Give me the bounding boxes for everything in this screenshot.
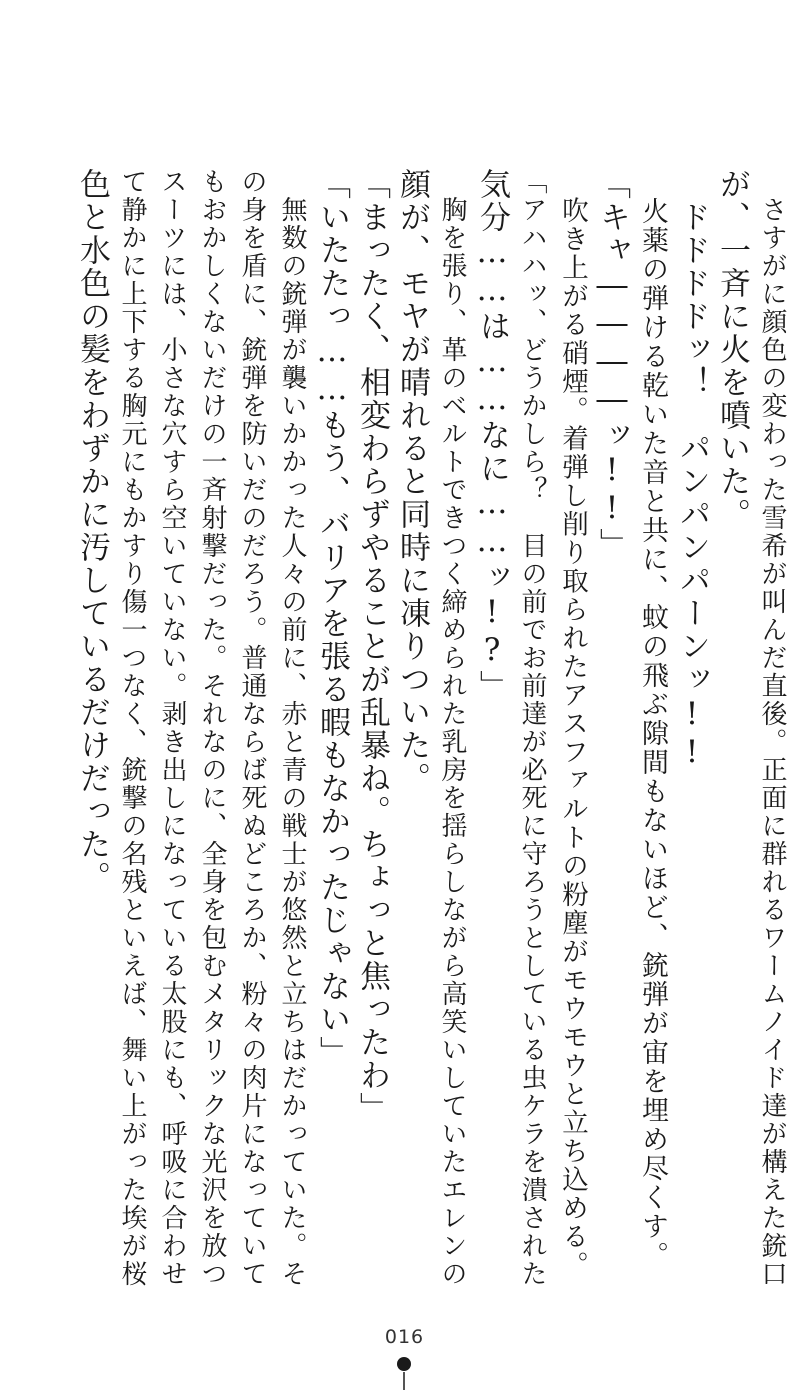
page-number: 016 [384, 1326, 425, 1348]
text-column: 気分……は……なに……ッ!?」 [474, 168, 510, 703]
page-marker-tick [403, 1372, 405, 1390]
text-column: 顔が、モヤが晴れると同時に凍りついた。 [394, 168, 430, 795]
text-column: 色と水色の髪をわずかに汚しているだけだった。 [74, 168, 110, 894]
text-column: 吹き上がる硝煙。着弾し削り取られたアスファルトの粉塵がモウモウと立ち込める。 [557, 168, 588, 1280]
text-column: の身を盾に、銃弾を防いだのだろう。普通ならば死ぬどころか、粉々の肉片になっていて [237, 168, 267, 1288]
text-column: 「いたたっ……もう、バリアを張る暇もなかったじゃない」 [314, 168, 350, 1069]
text-column: ドドドドッ！ パンパンパーンッ!! [674, 168, 710, 772]
text-column: さすがに顔色の変わった雪希が叫んだ直後。正面に群れるワームノイド達が構えた銃口 [757, 168, 787, 1288]
text-column: 火薬の弾ける乾いた音と共に、蚊の飛ぶ隙間もないほど、銃弾が宙を埋め尽くす。 [637, 168, 668, 1270]
text-column: が、一斉に火を噴いた。 [714, 168, 750, 531]
text-column: 無数の銃弾が襲いかかった人々の前に、赤と青の戦士が悠然と立ちはだかっていた。そ [277, 168, 307, 1288]
text-column: 胸を張り、革のベルトできつく締められた乳房を揺らしながら高笑いしていたエレンの [437, 168, 467, 1288]
page-marker-dot [397, 1357, 411, 1371]
text-column: もおかしくないだけの一斉射撃だった。それなのに、全身を包むメタリックな光沢を放つ [197, 168, 227, 1288]
text-column: 「まったく、相変わらずやることが乱暴ね。ちょっと焦ったわ」 [354, 168, 390, 1125]
text-column: て静かに上下する胸元にもかすり傷一つなく、銃撃の名残といえば、舞い上がった埃が桜 [117, 168, 147, 1288]
text-column: スーツには、小さな穴すら空いていない。剥き出しになっている太股にも、呼吸に合わせ [157, 168, 187, 1288]
text-column: 「キャ――――ッ!!」 [594, 168, 630, 561]
text-column: 「アハハッ、どうかしら？ 目の前でお前達が必死に守ろうとしている虫ケラを潰された [517, 168, 547, 1288]
